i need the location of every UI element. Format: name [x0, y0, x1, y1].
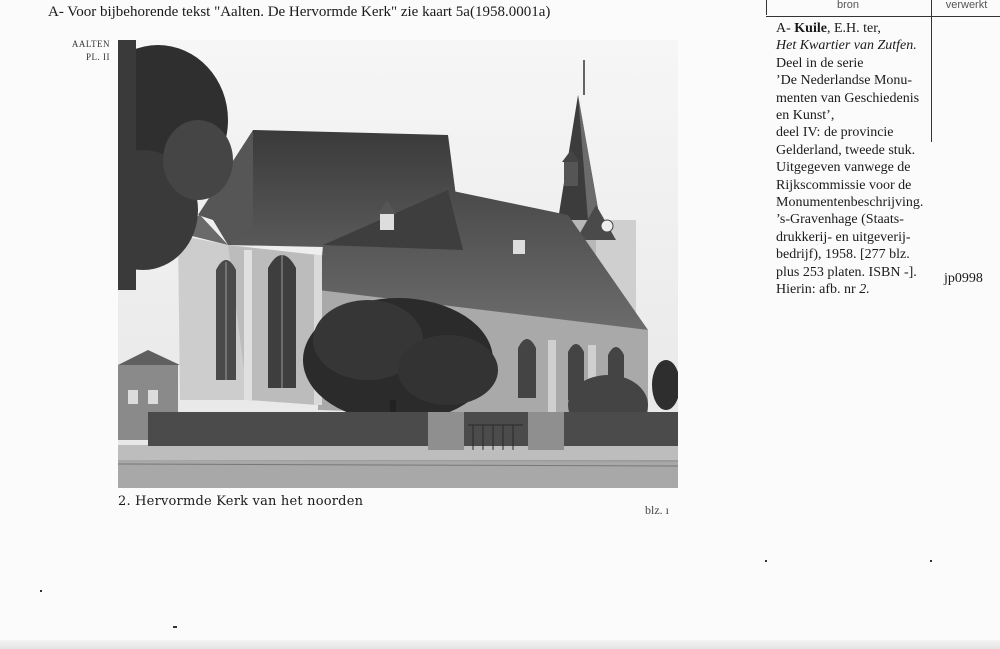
- entry-line: Monumentenbeschrijving.: [776, 195, 924, 211]
- scan-bottom-edge: [0, 640, 1000, 649]
- entry-prefix: A-: [776, 21, 795, 36]
- header-reference-text: A- Voor bijbehorende tekst "Aalten. De Hervormde Kerk" zie kaart 5a(1958.0001a): [48, 4, 551, 20]
- entry-line: Deel in de serie: [776, 55, 864, 71]
- entry-author-rest: , E.H. ter,: [826, 21, 881, 36]
- entry-line: en Kunst’,: [776, 108, 835, 124]
- entry-line: bedrijf), 1958. [277 blz.: [776, 247, 910, 263]
- church-photograph: [118, 40, 678, 488]
- entry-line: menten van Geschiedenis: [776, 90, 920, 106]
- plate-label-number: PL. II: [86, 52, 110, 62]
- entry-hierin-line: Hierin: afb. nr 2.: [776, 282, 870, 298]
- entry-line: Uitgegeven vanwege de: [776, 160, 911, 176]
- scan-speck: [40, 590, 42, 592]
- page-reference: blz. ı: [645, 503, 669, 517]
- scan-speck: [930, 560, 932, 562]
- scan-speck: [173, 626, 177, 628]
- bibliographic-entry: [776, 20, 934, 299]
- archive-code: jp0998: [944, 271, 983, 286]
- entry-line: Rijkscommissie voor de: [776, 177, 912, 193]
- entry-figure-number: 2.: [859, 282, 870, 298]
- entry-line: Gelderland, tweede stuk.: [776, 142, 916, 158]
- entry-author-line: [776, 20, 934, 37]
- column-header-verwerkt: verwerkt: [945, 0, 988, 11]
- column-header-bron: bron: [836, 0, 860, 11]
- table-header-row: [766, 0, 1000, 17]
- entry-title: Het Kwartier van Zutfen.: [776, 38, 917, 54]
- plate-label: [58, 38, 110, 64]
- entry-line: ’De Nederlandse Monu-: [776, 73, 913, 89]
- photo-caption: 2. Hervormde Kerk van het noorden: [118, 494, 364, 509]
- entry-line: ’s-Gravenhage (Staats-: [776, 212, 904, 228]
- entry-author-surname: Kuile: [794, 21, 827, 36]
- scan-speck: [765, 560, 767, 562]
- entry-line: deel IV: de provincie: [776, 125, 894, 141]
- plate-label-place: AALTEN: [71, 39, 110, 49]
- table-left-border: [766, 0, 767, 15]
- entry-line: drukkerij- en uitgeverij-: [776, 229, 911, 245]
- entry-line: plus 253 platen. ISBN -].: [776, 264, 917, 280]
